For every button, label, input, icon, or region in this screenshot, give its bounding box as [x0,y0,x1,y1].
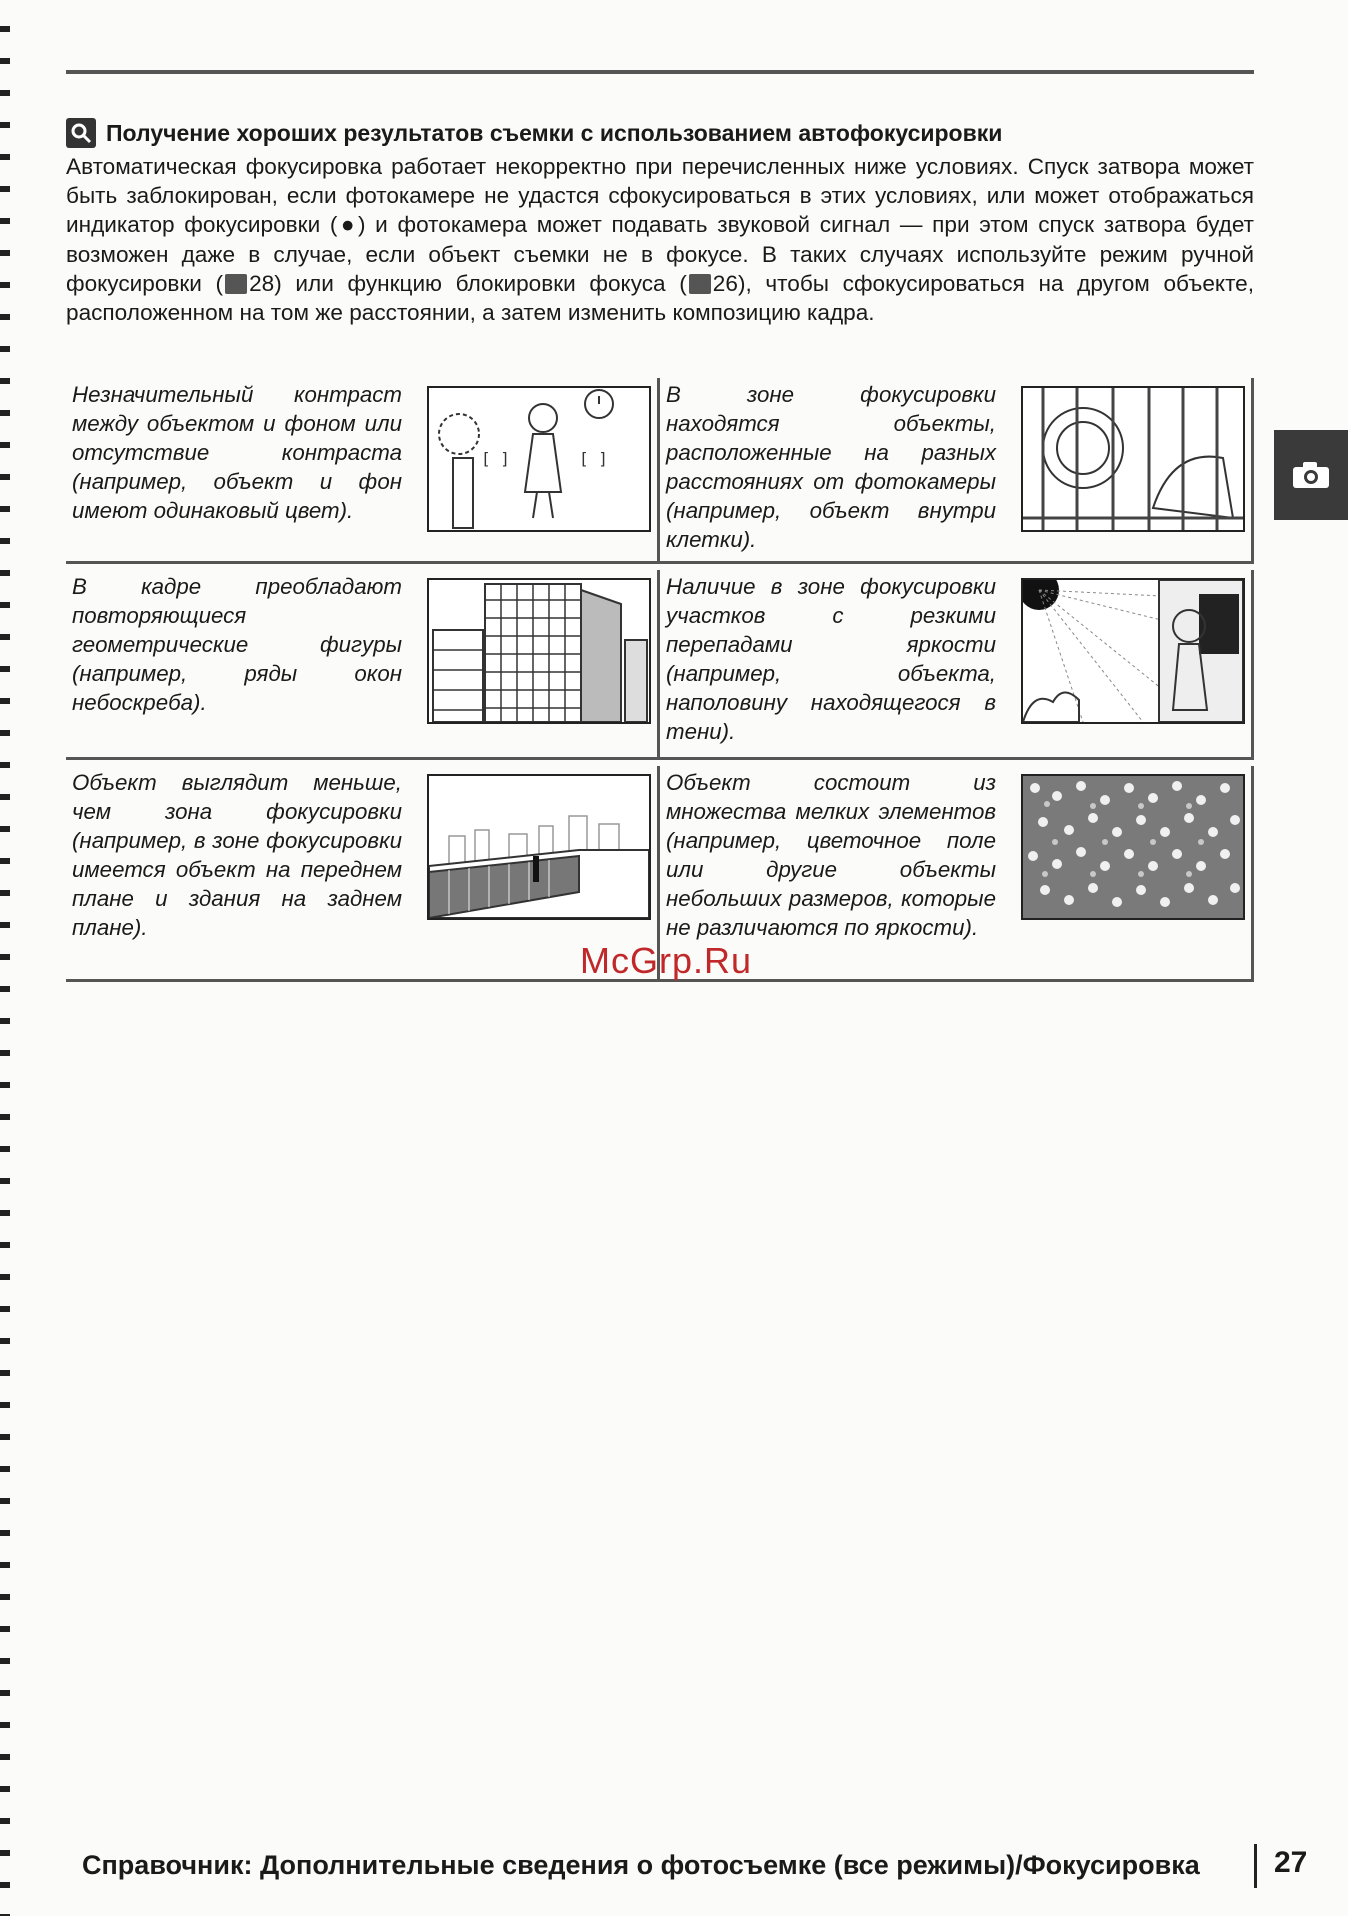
condition-repeating-patterns [66,570,660,760]
illustration-lion-in-cage [1021,386,1245,532]
illustration-skyscraper [427,578,651,724]
condition-contrast-shadow [660,570,1254,760]
condition-text: Объект состоит из множества мелких элементов (например, цветочное поле или другие объекты небольших размеров, которые не различаются по яркости). [666,770,996,940]
page-number: 27 [1274,1846,1308,1879]
reference-icon [689,274,711,294]
reference-icon [225,274,247,294]
illustration-woman-low-contrast [427,386,651,532]
illustration-bridge-city [427,774,651,920]
condition-text: Наличие в зоне фокусировки участков с резкими перепадами яркости (например, объекта, наполовину находящегося в тени). [666,574,996,744]
binding-edge [0,0,10,1916]
condition-low-contrast [66,378,660,564]
illustration-woman-half-shadow [1021,578,1245,724]
condition-text: Незначительный контраст между объектом и фоном или отсутствие контраста (например, объект и фон имеют одинаковый цвет). [72,382,402,523]
top-rule [66,70,1254,74]
illustration-flower-field [1021,774,1245,920]
magnifier-icon [66,118,96,148]
svg-text:[ ]: [ ] [579,449,608,468]
tip-body-text-3: ), чтобы сфокусироваться на другом объекте, расположенном на том же расстоянии, а затем изменить композицию кадра. [66,270,1255,326]
footer-separator [1254,1844,1257,1888]
tip-title: Получение хороших результатов съемки с использованием автофокусировки [106,119,1003,146]
condition-text: В кадре преобладают повторяющиеся геометрические фигуры (например, ряды окон небоскреба). [72,574,402,715]
tip-heading [66,118,1254,148]
svg-text:[ ]: [ ] [481,449,510,468]
condition-text: Объект выглядит меньше, чем зона фокусировки (например, в зоне фокусировки имеется объект на переднем плане и здания на заднем плане). [72,770,402,940]
tip-body-text-2: ) или функцию блокировки фокуса ( [274,270,687,296]
condition-small-subject [66,766,660,982]
tip-body [66,152,1254,327]
camera-icon [1291,460,1331,490]
watermark: McGrp.Ru [580,940,753,981]
conditions-grid [66,378,1254,982]
condition-varied-distances [660,378,1254,564]
tip-body-text-1: Автоматическая фокусировка работает некорректно при перечисленных ниже условиях. Спуск затвора может быть заблокирован, если фотокамере не удастся сфокусироваться в этих условиях, или может отображаться индикатор фокусировки (●) и фотокамера может подавать звуковой сигнал — при этом спуск затвора будет возможен даже в случае, если объект съемки не в фокусе. В таких случаях используйте режим ручной фокусировки ( [66,154,1254,296]
autofocus-tip [66,118,1254,327]
section-tab [1274,430,1348,520]
footer-title: Справочник: Дополнительные сведения о фотосъемке (все режимы)/Фокусировка [82,1850,1200,1880]
condition-text: В зоне фокусировки находятся объекты, расположенные на разных расстояниях от фотокамеры (например, объект внутри клетки). [666,382,996,552]
tip-ref-1: 28 [249,270,275,296]
tip-ref-2: 26 [712,270,738,296]
